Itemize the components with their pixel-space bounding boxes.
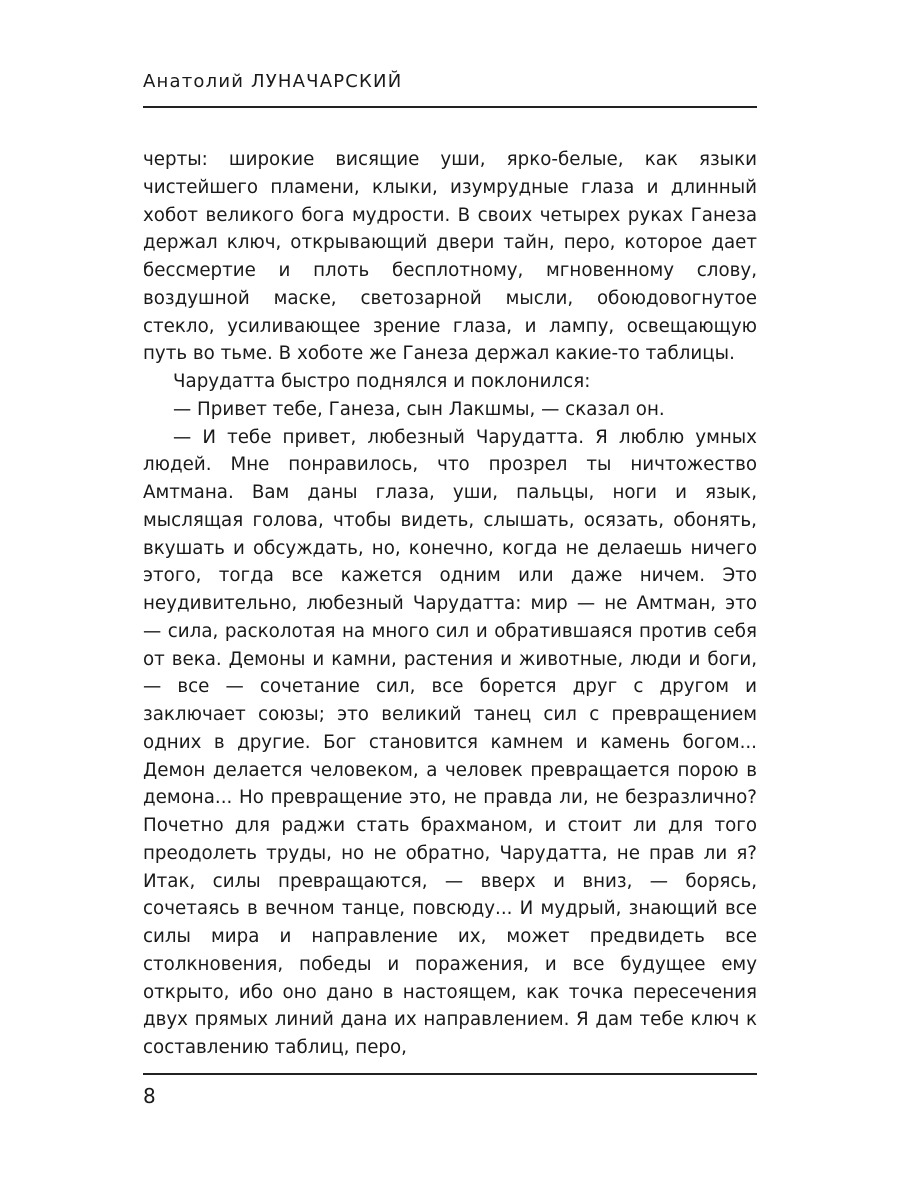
- paragraph: Чарудатта быстро поднялся и поклонился:: [173, 371, 591, 392]
- dialogue-line: — Привет тебе, Ганеза, сын Лакшмы, — сказал он.: [173, 398, 665, 420]
- running-head: Анатолий ЛУНАЧАРСКИЙ: [143, 71, 403, 92]
- body-text: [143, 146, 757, 1062]
- dialogue-line: — И тебе привет, любезный Чарудатта. Я люблю умных людей. Мне понравилось, что прозрел ты ничтожество Амтмана. Вам даны глаза, уши, пальцы, ноги и язык, мыслящая голова, чтобы видеть, слышать, осязать, обонять, вкушать и обсуждать, но, конечно, когда не делаешь ничего этого, тогда все кажется одним или даже ничем. Это неудивительно, любезный Чарудатта: мир — не Амтман, это — сила, расколотая на много сил и обратившаяся против себя от века. Демоны и камни, растения и животные, люди и боги, — все — сочетание сил, все борется друг с другом и заключает союзы; это великий танец сил с превращением одних в другие. Бог становится камнем и камень богом... Демон делается человеком, а человек превращается порою в демона... Но превращение это, не правда ли, не безразлично? Почетно для раджи стать брахманом, и стоит ли для того преодолеть труды, но не обратно, Чарудатта, не прав ли я? Итак, силы превращаются, — вверх и вниз, — борясь, сочетаясь в вечном танце, повсюду... И мудрый, знающий все силы мира и направление их, может предвидеть все столкновения, победы и поражения, и все будущее ему открыто, ибо оно дано в настоящем, как точка пересечения двух прямых линий дана их направлением. Я дам тебе ключ к составлению таблиц, перо,: [143, 426, 757, 1058]
- paragraph-continued: черты: широкие висящие уши, ярко-белые, как языки чистейшего пламени, клыки, изумрудные глаза и длинный хобот великого бога мудрости. В своих четырех руках Ганеза держал ключ, открывающий двери тайн, перо, которое дает бессмертие и плоть бесплотному, мгновенному слову, воздушной маске, светозарной мысли, обоюдовогнутое стекло, усиливающее зрение глаза, и лампу, освещающую путь во тьме. В хоботе же Ганеза держал какие-то таблицы.: [143, 149, 757, 365]
- page-number: 8: [143, 1084, 156, 1108]
- footer-rule: [143, 1073, 757, 1075]
- header-rule: [143, 106, 757, 108]
